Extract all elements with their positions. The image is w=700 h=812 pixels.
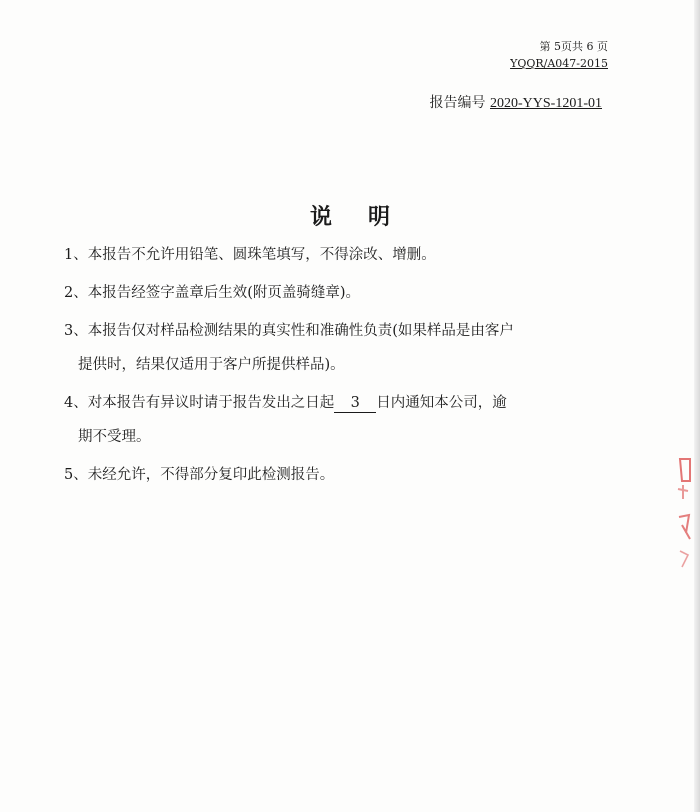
report-number-label: 报告编号 <box>429 95 486 111</box>
note-item-3-line1: 3、本报告仅对样品检测结果的真实性和准确性负责(如果样品是由客户 <box>64 323 514 339</box>
days-blank: 3 <box>334 394 376 413</box>
seal-stamp-fragment <box>674 455 694 575</box>
note-item-3-line2: 提供时，结果仅适用于客户所提供样品)。 <box>78 357 345 373</box>
page-edge-shadow <box>694 0 700 812</box>
note-item-4-text-after: 日内通知本公司，逾 <box>376 395 507 411</box>
note-item-4-line2: 期不受理。 <box>78 429 151 445</box>
page-number-label: 第 5页共 6 页 <box>539 40 608 53</box>
note-item-4 <box>64 386 624 454</box>
notes-list <box>64 238 624 492</box>
document-code: YQQR/A047-2015 <box>510 57 608 70</box>
report-number-value: 2020-YYS-1201-01 <box>490 96 602 111</box>
note-item-5: 5、未经允许，不得部分复印此检测报告。 <box>64 467 335 483</box>
note-item-2: 2、本报告经签字盖章后生效(附页盖骑缝章)。 <box>64 285 361 301</box>
note-item-4-text-before: 4、对本报告有异议时请于报告发出之日起 <box>64 395 335 411</box>
page-info <box>510 38 608 72</box>
note-item-4-line1 <box>64 386 624 420</box>
report-number <box>430 92 602 112</box>
page-title: 说明 <box>309 204 426 230</box>
note-item-3 <box>64 314 624 382</box>
note-item-1: 1、本报告不允许用铅笔、圆珠笔填写，不得涂改、增删。 <box>64 247 436 263</box>
